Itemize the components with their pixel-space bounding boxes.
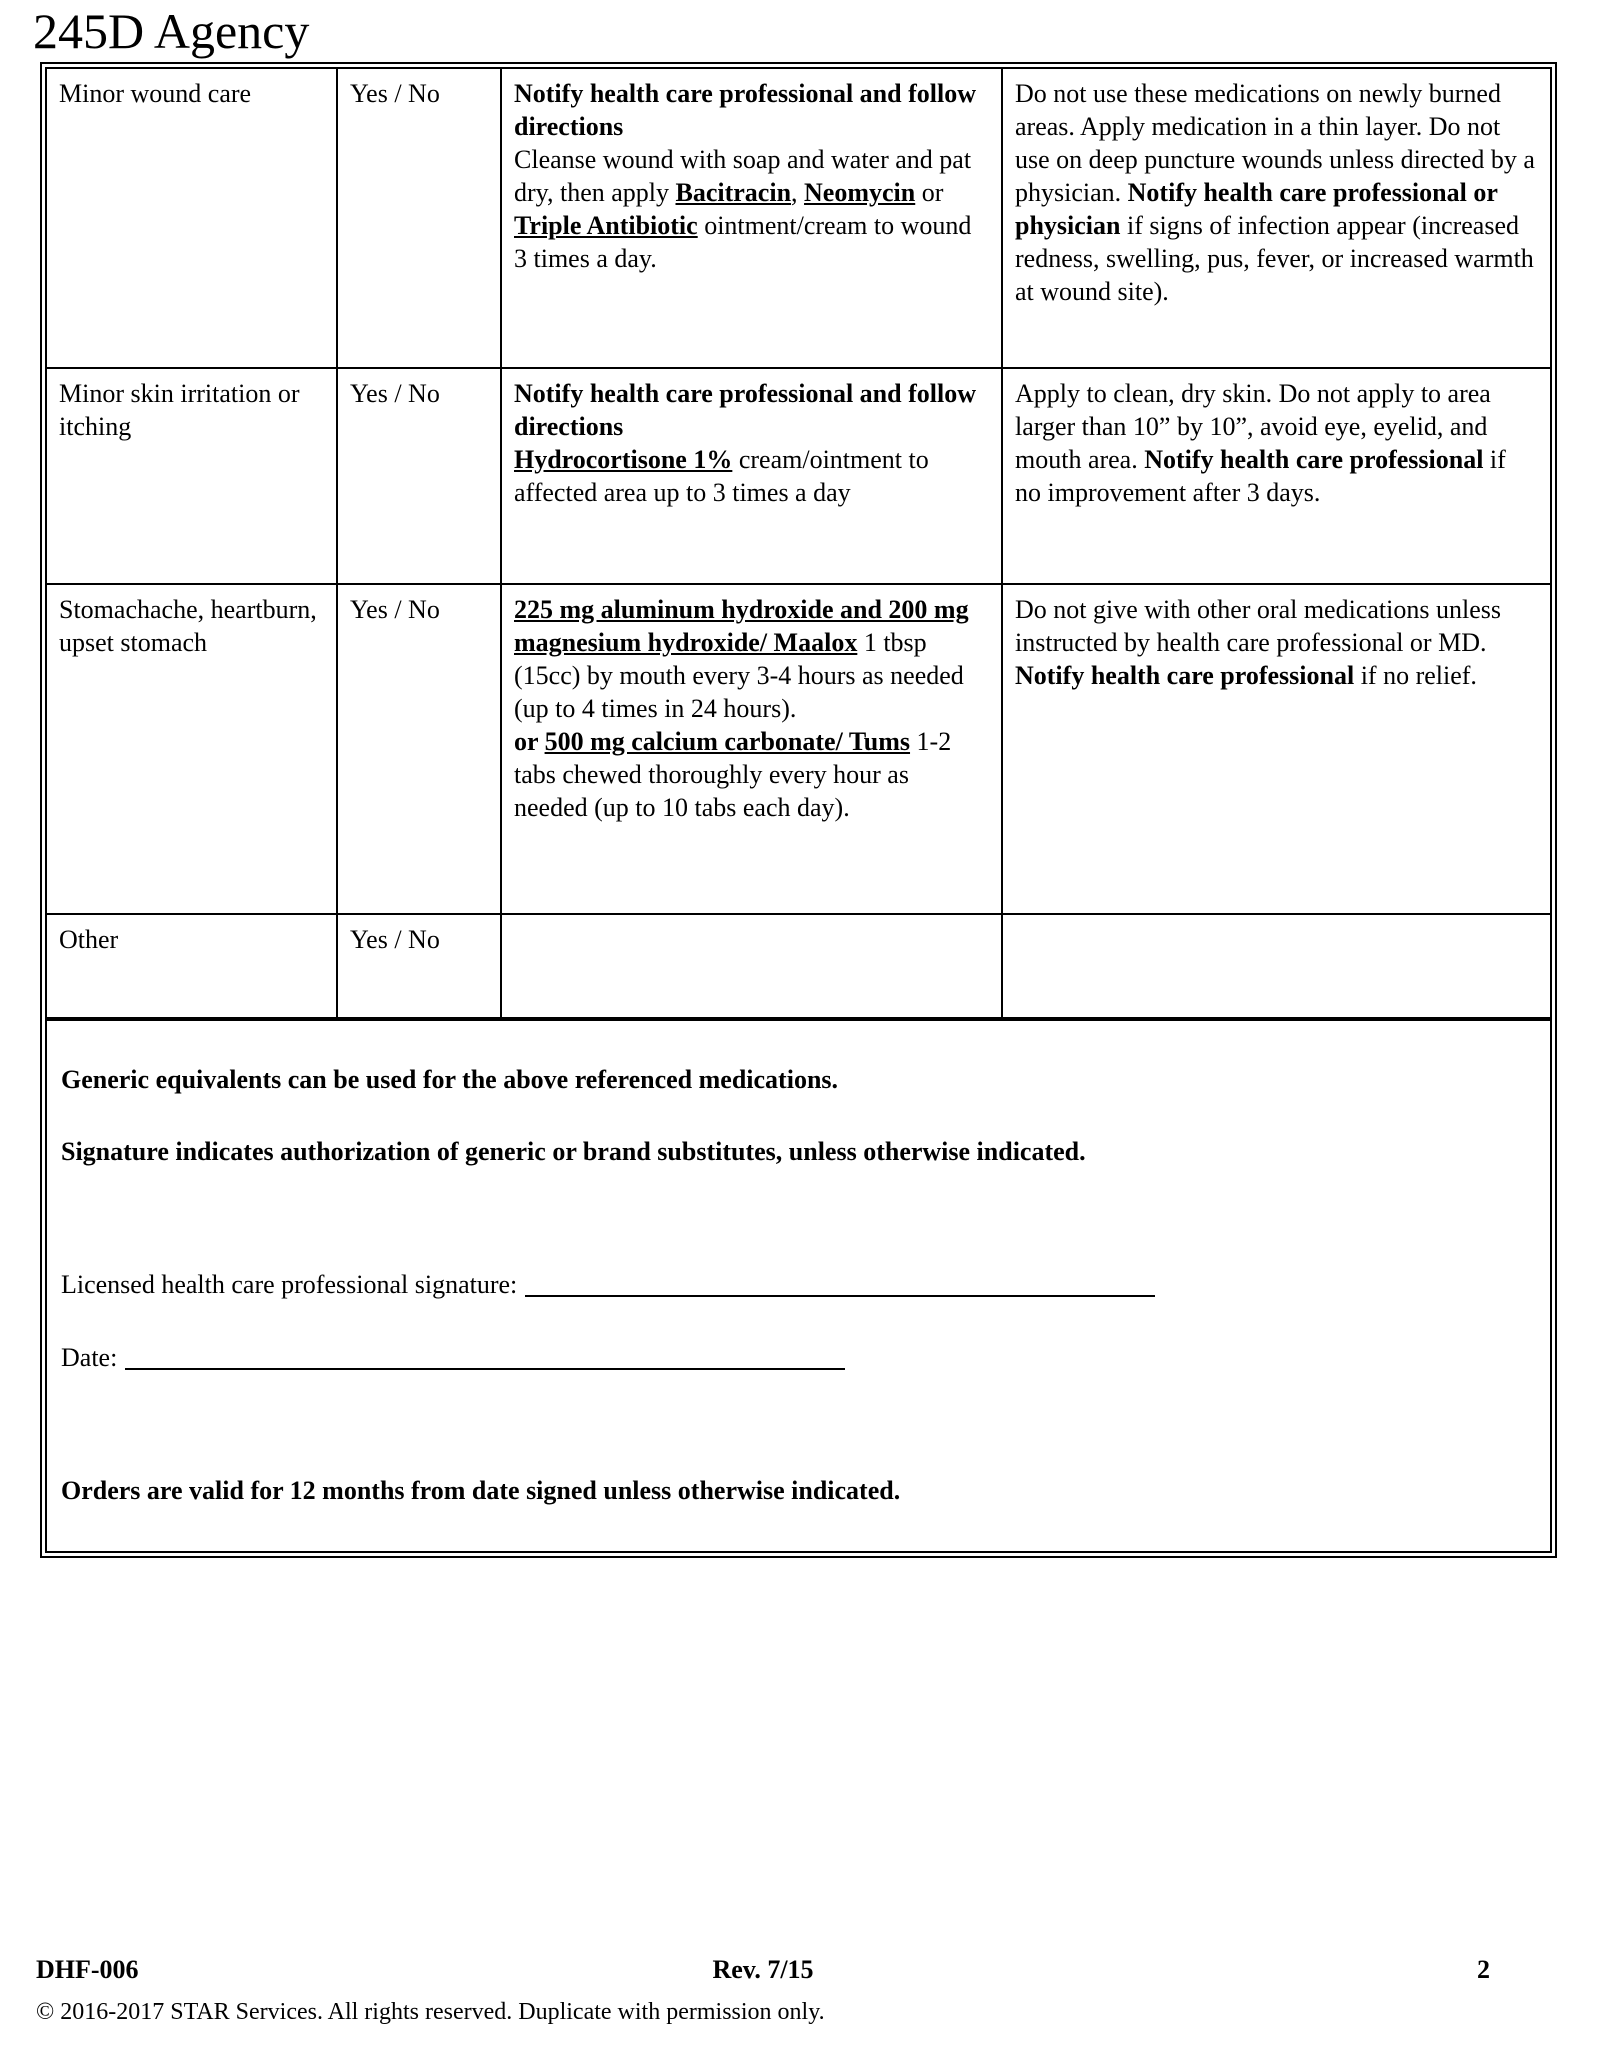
precautions-cell: Apply to clean, dry skin. Do not apply to area larger than 10” by 10”, avoid eye, eyelid, and mouth area. Notify health care professional if no improvement after 3 days. <box>1003 369 1550 585</box>
validity-statement: Orders are valid for 12 months from date signed unless otherwise indicated. <box>61 1476 901 1505</box>
instructions-cell <box>502 915 1003 1021</box>
yes-no-cell[interactable]: Yes / No <box>338 69 502 369</box>
condition-cell: Stomachache, heartburn, upset stomach <box>47 585 338 915</box>
copyright: © 2016-2017 STAR Services. All rights reserved. Duplicate with permission only. <box>36 1999 825 2025</box>
signature-label: Licensed health care professional signature: <box>61 1270 518 1299</box>
precautions-cell: Do not give with other oral medications unless instructed by health care professional or MD. Notify health care professional if no relief. <box>1003 585 1550 915</box>
signature-row <box>61 1268 1530 1301</box>
signature-statement: Signature indicates authorization of generic or brand substitutes, unless otherwise indicated. <box>61 1137 1086 1166</box>
page-title: 245D Agency <box>33 3 310 59</box>
form-body <box>40 62 1557 1558</box>
signature-field[interactable] <box>525 1275 1155 1297</box>
condition-cell: Minor skin irritation or itching <box>47 369 338 585</box>
date-field[interactable] <box>125 1348 845 1370</box>
date-label: Date: <box>61 1343 118 1372</box>
precautions-cell: Do not use these medications on newly burned areas. Apply medication in a thin layer. Do not use on deep puncture wounds unless directed by a physician. Notify health care professional or physician if signs of infection appear (increased redness, swelling, pus, fever, or increased warmth at wound site). <box>1003 69 1550 369</box>
form-number: DHF-006 <box>36 1955 139 1984</box>
instructions-cell: 225 mg aluminum hydroxide and 200 mg magnesium hydroxide/ Maalox 1 tbsp (15cc) by mouth every 3-4 hours as needed (up to 4 times in 24 hours). or 500 mg calcium carbonate/ Tums 1-2 tabs chewed thoroughly every hour as needed (up to 10 tabs each day). <box>502 585 1003 915</box>
yes-no-cell[interactable]: Yes / No <box>338 585 502 915</box>
condition-cell: Other <box>47 915 338 1021</box>
generic-statement: Generic equivalents can be used for the above referenced medications. <box>61 1065 839 1094</box>
yes-no-cell[interactable]: Yes / No <box>338 915 502 1021</box>
notes-section <box>47 1021 1550 1507</box>
date-row <box>61 1341 1530 1374</box>
footer <box>36 1955 1490 1985</box>
page-number: 2 <box>1477 1955 1490 1984</box>
instructions-cell: Notify health care professional and follow directions Hydrocortisone 1% cream/ointment to affected area up to 3 times a day <box>502 369 1003 585</box>
instructions-cell: Notify health care professional and follow directions Cleanse wound with soap and water and pat dry, then apply Bacitracin, Neomycin or Triple Antibiotic ointment/cream to wound 3 times a day. <box>502 69 1003 369</box>
yes-no-cell[interactable]: Yes / No <box>338 369 502 585</box>
condition-cell: Minor wound care <box>47 69 338 369</box>
medication-table <box>47 69 1550 1021</box>
precautions-cell <box>1003 915 1550 1021</box>
revision: Rev. 7/15 <box>712 1955 814 1984</box>
